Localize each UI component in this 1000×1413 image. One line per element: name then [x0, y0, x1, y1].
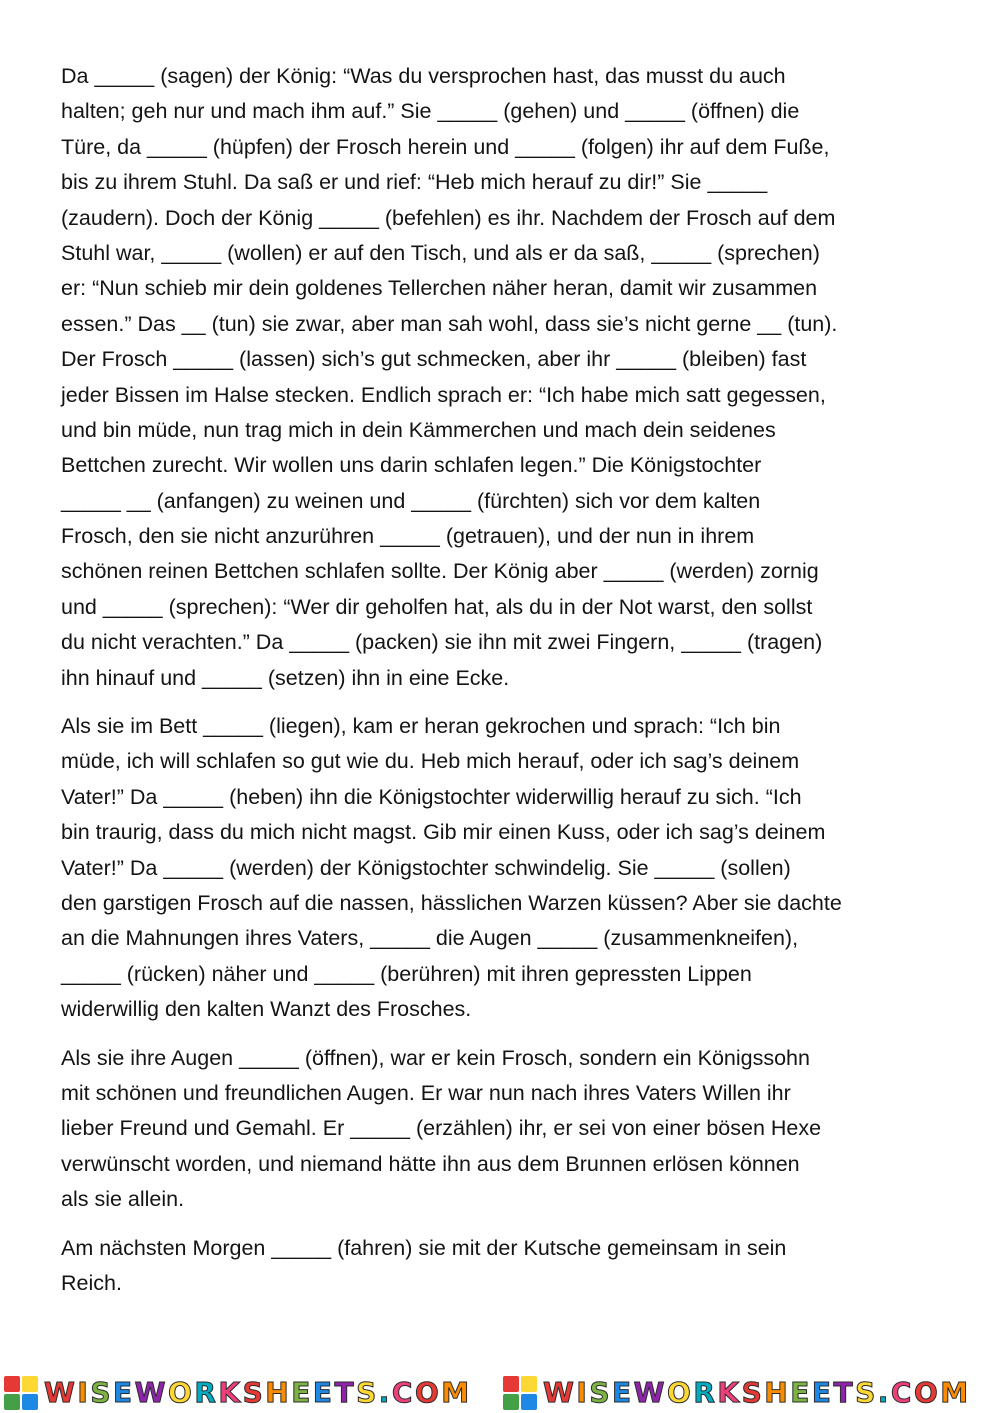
- logo-letter: T: [833, 1376, 856, 1409]
- text-line: widerwillig den kalten Wanzt des Frosches.: [61, 997, 472, 1022]
- logo-letter: S: [90, 1376, 113, 1409]
- logo-letter: S: [589, 1376, 612, 1409]
- logo-letter: W: [633, 1376, 668, 1409]
- text-line: den garstigen Frosch auf die nassen, hässlichen Warzen küssen? Aber sie dachte: [61, 890, 842, 915]
- logo-letter: C: [391, 1376, 415, 1409]
- logo-letter: K: [717, 1376, 742, 1409]
- logo-letter: S: [855, 1376, 878, 1409]
- text-line: Der Frosch _____ (lassen) sich’s gut schmecken, aber ihr _____ (bleiben) fast: [61, 347, 807, 372]
- text-line: ihn hinauf und _____ (setzen) ihn in eine Ecke.: [61, 665, 510, 690]
- logo-letter: S: [242, 1376, 266, 1409]
- paragraph-1: [61, 59, 986, 696]
- logo-letter: O: [168, 1376, 195, 1409]
- text-line: halten; geh nur und mach ihm auf.” Sie _____ (gehen) und _____ (öffnen) die: [61, 99, 800, 124]
- text-line: und _____ (sprechen): “Wer dir geholfen hat, als du in der Not warst, den sollst: [61, 594, 813, 619]
- text-line: Als sie ihre Augen _____ (öffnen), war er kein Frosch, sondern ein Königssohn: [61, 1045, 810, 1070]
- logo-icon-cell: [22, 1376, 38, 1392]
- logo-icon-cell: [22, 1394, 38, 1410]
- logo-letter: O: [414, 1376, 442, 1409]
- logo-letter: S: [356, 1376, 379, 1409]
- text-line: Vater!” Da _____ (werden) der Königstochter schwindelig. Sie _____ (sollen): [61, 855, 791, 880]
- logo-letter: I: [77, 1376, 91, 1409]
- logo-letter: W: [134, 1376, 169, 1409]
- text-line: Reich.: [61, 1270, 122, 1295]
- text-line: als sie allein.: [61, 1187, 185, 1212]
- logo-letter: R: [194, 1376, 219, 1409]
- logo-icon-cell: [503, 1376, 519, 1392]
- logo-letter: M: [441, 1376, 472, 1409]
- paragraph-4: [61, 1231, 986, 1302]
- text-line: verwünscht worden, und niemand hätte ihn aus dem Brunnen erlösen können: [61, 1151, 800, 1176]
- text-line: und bin müde, nun trag mich in dein Kämmerchen und mach dein seidenes: [61, 417, 776, 442]
- text-line: bis zu ihrem Stuhl. Da saß er und rief: “Heb mich herauf zu dir!” Sie _____: [61, 170, 768, 195]
- text-line: müde, ich will schlafen so gut wie du. Heb mich herauf, oder ich sag’s deinem: [61, 749, 800, 774]
- text-line: Vater!” Da _____ (heben) ihn die Königstochter widerwillig herauf zu sich. “Ich: [61, 784, 802, 809]
- logo-letter: E: [811, 1376, 834, 1409]
- logo-letter: E: [291, 1376, 313, 1409]
- text-line: Am nächsten Morgen _____ (fahren) sie mit der Kutsche gemeinsam in sein: [61, 1235, 787, 1260]
- logo-letter: E: [611, 1376, 634, 1409]
- logo-letter: O: [913, 1376, 941, 1409]
- logo-icon-cell: [521, 1376, 537, 1392]
- text-line: er: “Nun schieb mir dein goldenes Tellerchen näher heran, damit wir zusammen: [61, 276, 818, 301]
- text-line: lieber Freund und Gemahl. Er _____ (erzählen) ihr, er sei von einer bösen Hexe: [61, 1116, 822, 1141]
- logo-letter: I: [576, 1376, 590, 1409]
- logo-letter: H: [265, 1376, 292, 1409]
- text-line: Türe, da _____ (hüpfen) der Frosch herein und _____ (folgen) ihr auf dem Fuße,: [61, 134, 830, 159]
- footer-watermark: [0, 1376, 1000, 1410]
- logo-icon: [503, 1376, 537, 1410]
- text-line: Stuhl war, _____ (wollen) er auf den Tisch, und als er da saß, _____ (sprechen): [61, 240, 820, 265]
- logo-text: [543, 1376, 971, 1410]
- text-line: essen.” Das __ (tun) sie zwar, aber man sah wohl, dass sie’s nicht gerne __ (tun).: [61, 311, 838, 336]
- logo-letter: E: [790, 1376, 812, 1409]
- text-line: bin traurig, dass du mich nicht magst. Gib mir einen Kuss, oder ich sag’s deinem: [61, 820, 826, 845]
- text-line: Frosch, den sie nicht anzurühren _____ (getrauen), und der nun in ihrem: [61, 524, 755, 549]
- logo-letter: O: [667, 1376, 694, 1409]
- logo-icon: [4, 1376, 38, 1410]
- logo-icon-cell: [521, 1394, 537, 1410]
- logo-letter: K: [218, 1376, 243, 1409]
- text-line: Bettchen zurecht. Wir wollen uns darin schlafen legen.” Die Königstochter: [61, 453, 762, 478]
- text-line: du nicht verachten.” Da _____ (packen) sie ihn mit zwei Fingern, _____ (tragen): [61, 630, 823, 655]
- logo-icon-cell: [503, 1394, 519, 1410]
- text-line: jeder Bissen im Halse stecken. Endlich sprach er: “Ich habe mich satt gegessen,: [61, 382, 826, 407]
- logo-text: [44, 1376, 472, 1410]
- logo-letter: T: [334, 1376, 357, 1409]
- text-line: schönen reinen Bettchen schlafen sollte. Der König aber _____ (werden) zornig: [61, 559, 819, 584]
- logo-letter: S: [741, 1376, 765, 1409]
- story-text: [61, 59, 986, 1314]
- site-logo[interactable]: [4, 1376, 472, 1410]
- text-line: _____ (rücken) näher und _____ (berühren) mit ihren gepressten Lippen: [61, 961, 752, 986]
- logo-letter: E: [312, 1376, 335, 1409]
- text-line: Da _____ (sagen) der König: “Was du versprochen hast, das musst du auch: [61, 64, 786, 88]
- logo-letter: C: [890, 1376, 914, 1409]
- logo-letter: R: [693, 1376, 718, 1409]
- site-logo[interactable]: [503, 1376, 971, 1410]
- logo-letter: .: [378, 1376, 392, 1409]
- logo-letter: H: [764, 1376, 791, 1409]
- paragraph-2: [61, 709, 986, 1028]
- text-line: Als sie im Bett _____ (liegen), kam er heran gekrochen und sprach: “Ich bin: [61, 714, 781, 739]
- logo-letter: .: [877, 1376, 891, 1409]
- text-line: (zaudern). Doch der König _____ (befehlen) es ihr. Nachdem der Frosch auf dem: [61, 205, 836, 230]
- logo-icon-cell: [4, 1394, 20, 1410]
- text-line: an die Mahnungen ihres Vaters, _____ die Augen _____ (zusammenkneifen),: [61, 926, 799, 951]
- logo-letter: M: [940, 1376, 971, 1409]
- logo-letter: E: [112, 1376, 135, 1409]
- paragraph-3: [61, 1041, 986, 1218]
- logo-icon-cell: [4, 1376, 20, 1392]
- text-line: _____ __ (anfangen) zu weinen und _____ (fürchten) sich vor dem kalten: [61, 488, 761, 513]
- logo-letter: W: [543, 1376, 577, 1409]
- logo-letter: W: [44, 1376, 78, 1409]
- text-line: mit schönen und freundlichen Augen. Er war nun nach ihres Vaters Willen ihr: [61, 1080, 791, 1105]
